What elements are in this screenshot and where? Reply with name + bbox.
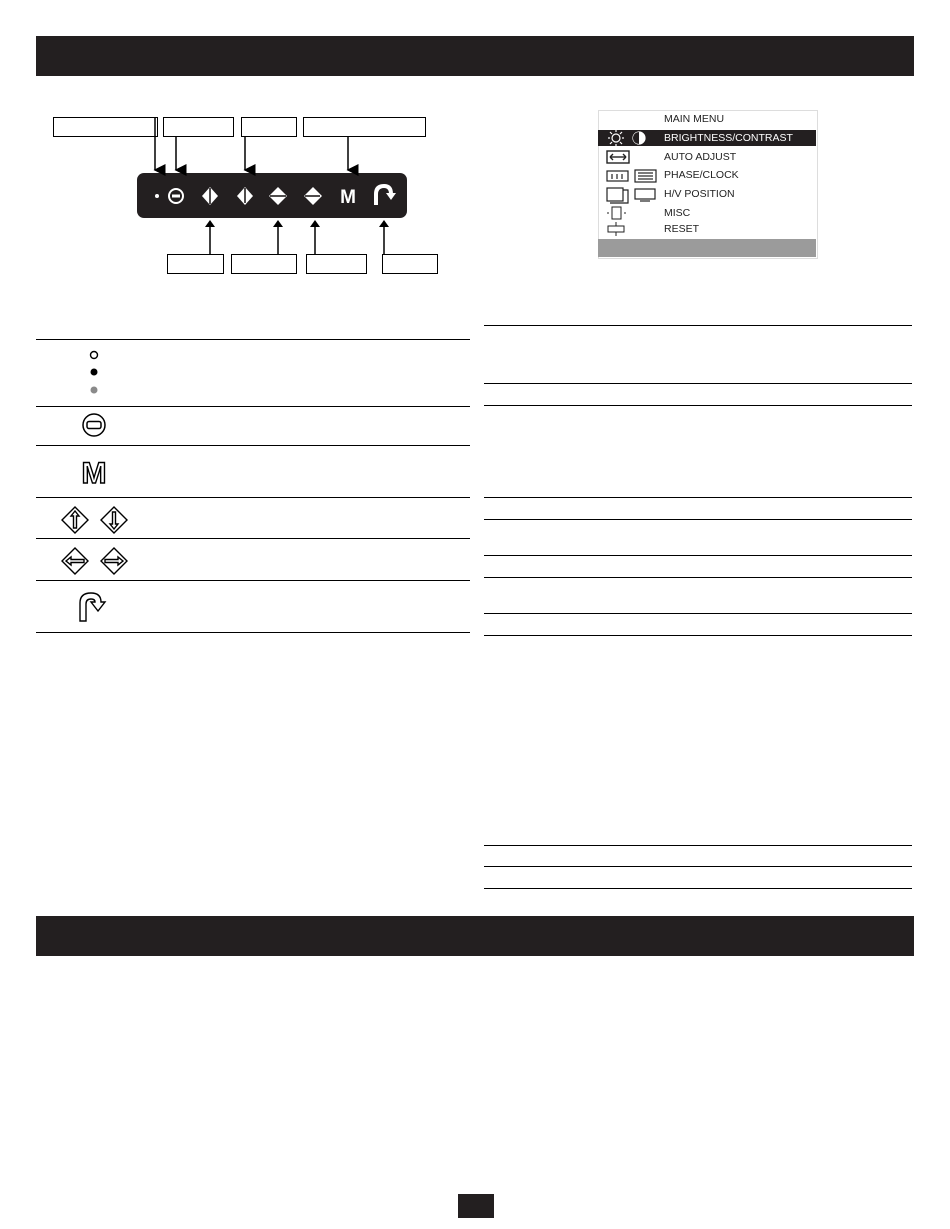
exit-button-icon [376,186,396,205]
page-number-box [458,1194,494,1218]
section-header-bar-bottom [36,916,914,956]
content-rule [484,497,912,498]
phase-clock-icon [607,170,656,182]
content-rule [484,845,912,846]
brightness-contrast-icon [608,130,645,146]
hv-position-icon [607,188,655,203]
misc-icon [607,207,626,219]
menu-button-glyph: M [340,187,356,208]
auto-adjust-icon [607,151,629,163]
content-rule [484,555,912,556]
right-button-icon [304,187,322,205]
osd-menu-footer [598,239,816,257]
up-down-buttons-icon [62,507,127,533]
menu-button-glyph: M [81,457,107,490]
down-button-icon [237,187,253,205]
content-rule [484,635,912,636]
led-on-icon [91,369,98,376]
content-rule [484,613,912,614]
led-standby-icon [91,387,98,394]
content-rule [484,383,912,384]
left-button-icon [269,187,287,205]
exit-button-icon [80,593,105,621]
osd-menu-title: MAIN MENU [664,113,725,125]
content-rule [484,888,912,889]
power-led-icon [155,194,159,198]
osd-menu-item-misc[interactable]: MISC [664,207,691,219]
osd-menu-item-hv-position[interactable]: H/V POSITION [664,188,735,200]
osd-menu-item-brightness-contrast[interactable]: BRIGHTNESS/CONTRAST [664,132,793,144]
led-off-icon [91,352,98,359]
osd-menu-item-auto-adjust[interactable]: AUTO ADJUST [664,151,737,163]
power-button-icon [169,189,183,203]
content-rule [484,405,912,406]
reset-icon [608,222,624,236]
osd-menu-icons [598,110,668,240]
content-rule [484,519,912,520]
osd-menu-item-phase-clock[interactable]: PHASE/CLOCK [664,169,739,181]
osd-menu-item-reset[interactable]: RESET [664,223,700,235]
up-button-icon [202,187,218,205]
power-button-icon [83,414,105,436]
content-rule [484,325,912,326]
content-rule [484,866,912,867]
legend-icons [36,339,156,639]
left-right-buttons-icon [62,548,127,574]
content-rule [484,577,912,578]
